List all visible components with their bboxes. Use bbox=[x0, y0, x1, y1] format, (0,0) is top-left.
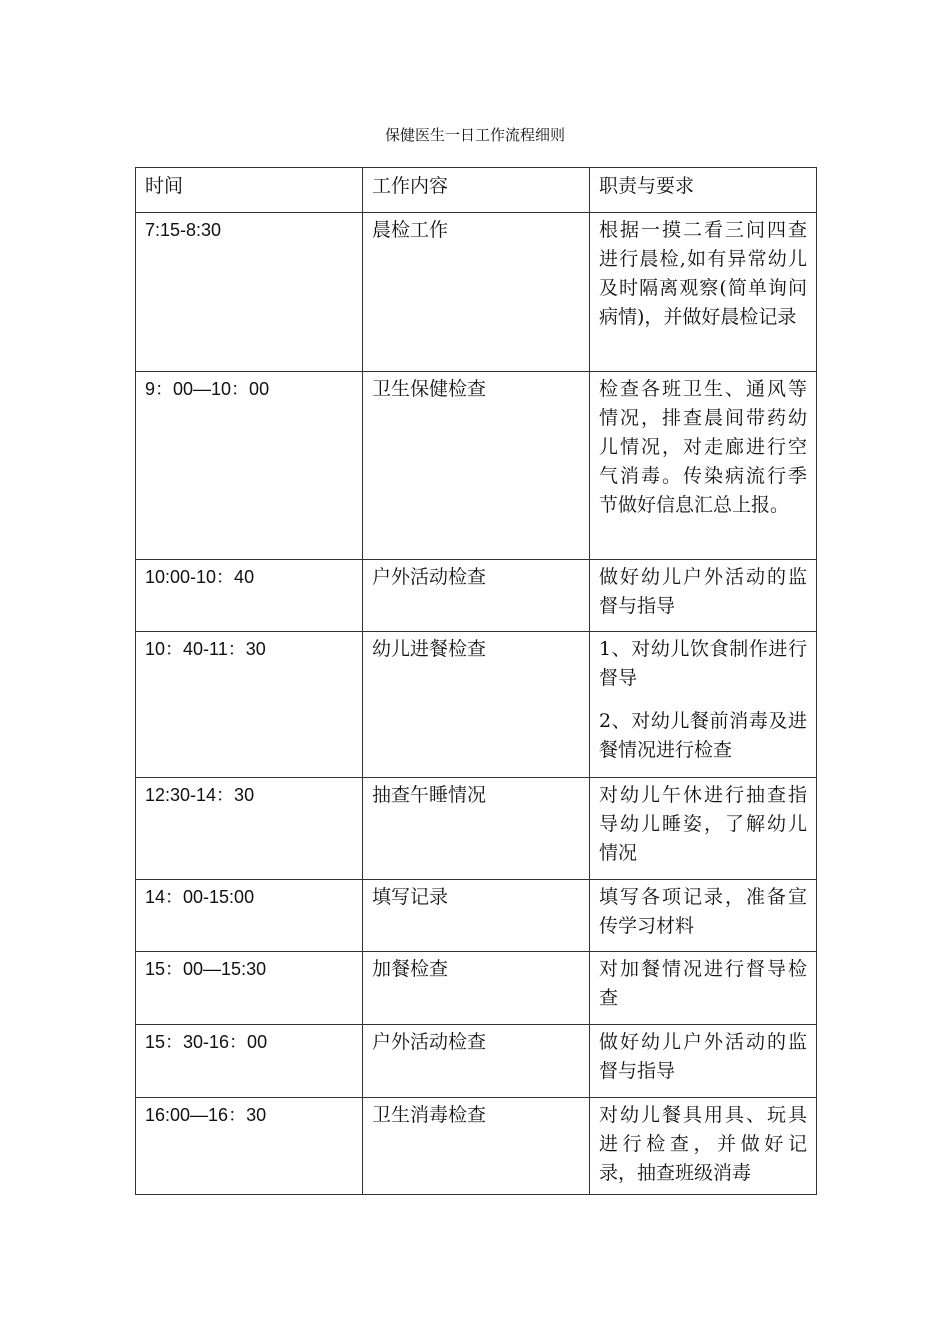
cell-requirement bbox=[590, 880, 817, 952]
header-requirement: 职责与要求 bbox=[590, 168, 817, 213]
requirement-text: 填写各项记录，准备宣传学习材料 bbox=[599, 886, 807, 937]
cell-content: 户外活动检查 bbox=[363, 560, 590, 632]
cell-content: 填写记录 bbox=[363, 880, 590, 952]
cell-content: 卫生保健检查 bbox=[363, 372, 590, 560]
table-row bbox=[136, 1098, 817, 1195]
cell-time: 14：00-15:00 bbox=[136, 880, 363, 952]
cell-time: 10:00-10：40 bbox=[136, 560, 363, 632]
requirement-text: 根据一摸二看三问四查进行晨检,如有异常幼儿及时隔离观察(简单询问病情)，并做好晨检记录 bbox=[599, 219, 807, 328]
requirement-text: 对加餐情况进行督导检查 bbox=[599, 958, 807, 1009]
cell-content: 户外活动检查 bbox=[363, 1025, 590, 1098]
header-time: 时间 bbox=[136, 168, 363, 213]
cell-time: 7:15-8:30 bbox=[136, 213, 363, 372]
cell-content: 加餐检查 bbox=[363, 952, 590, 1025]
cell-requirement bbox=[590, 778, 817, 880]
cell-content: 幼儿进餐检查 bbox=[363, 632, 590, 778]
table-row bbox=[136, 778, 817, 880]
table-header-row bbox=[136, 168, 817, 213]
table-row bbox=[136, 372, 817, 560]
cell-time: 9：00—10：00 bbox=[136, 372, 363, 560]
cell-time: 15：00—15:30 bbox=[136, 952, 363, 1025]
cell-time: 15：30-16：00 bbox=[136, 1025, 363, 1098]
cell-time: 16:00—16：30 bbox=[136, 1098, 363, 1195]
requirement-item: 1、对幼儿饮食制作进行督导 bbox=[599, 638, 807, 689]
cell-requirement bbox=[590, 560, 817, 632]
requirement-text: 做好幼儿户外活动的监督与指导 bbox=[599, 1031, 807, 1082]
requirement-text: 检查各班卫生、通风等情况，排查晨间带药幼儿情况，对走廊进行空气消毒。传染病流行季节做好信息汇总上报。 bbox=[599, 378, 807, 516]
cell-content: 晨检工作 bbox=[363, 213, 590, 372]
header-content: 工作内容 bbox=[363, 168, 590, 213]
cell-content: 抽查午睡情况 bbox=[363, 778, 590, 880]
table-row bbox=[136, 952, 817, 1025]
table-row bbox=[136, 560, 817, 632]
cell-requirement bbox=[590, 1098, 817, 1195]
table-row bbox=[136, 1025, 817, 1098]
cell-requirement bbox=[590, 952, 817, 1025]
table-row bbox=[136, 213, 817, 372]
schedule-table bbox=[135, 167, 817, 1195]
document-title: 保健医生一日工作流程细则 bbox=[384, 126, 565, 144]
requirement-item: 2、对幼儿餐前消毒及进餐情况进行检查 bbox=[599, 710, 807, 761]
requirement-text: 对幼儿餐具用具、玩具进行检查，并做好记录，抽查班级消毒 bbox=[599, 1104, 807, 1184]
requirement-text: 对幼儿午休进行抽查指导幼儿睡姿，了解幼儿情况 bbox=[599, 784, 807, 864]
cell-time: 12:30-14：30 bbox=[136, 778, 363, 880]
cell-requirement bbox=[590, 372, 817, 560]
cell-content: 卫生消毒检查 bbox=[363, 1098, 590, 1195]
cell-time: 10：40-11：30 bbox=[136, 632, 363, 778]
cell-requirement bbox=[590, 213, 817, 372]
cell-requirement bbox=[590, 1025, 817, 1098]
table-row bbox=[136, 880, 817, 952]
requirement-text: 做好幼儿户外活动的监督与指导 bbox=[599, 566, 807, 617]
table-row bbox=[136, 632, 817, 778]
cell-requirement bbox=[590, 632, 817, 778]
